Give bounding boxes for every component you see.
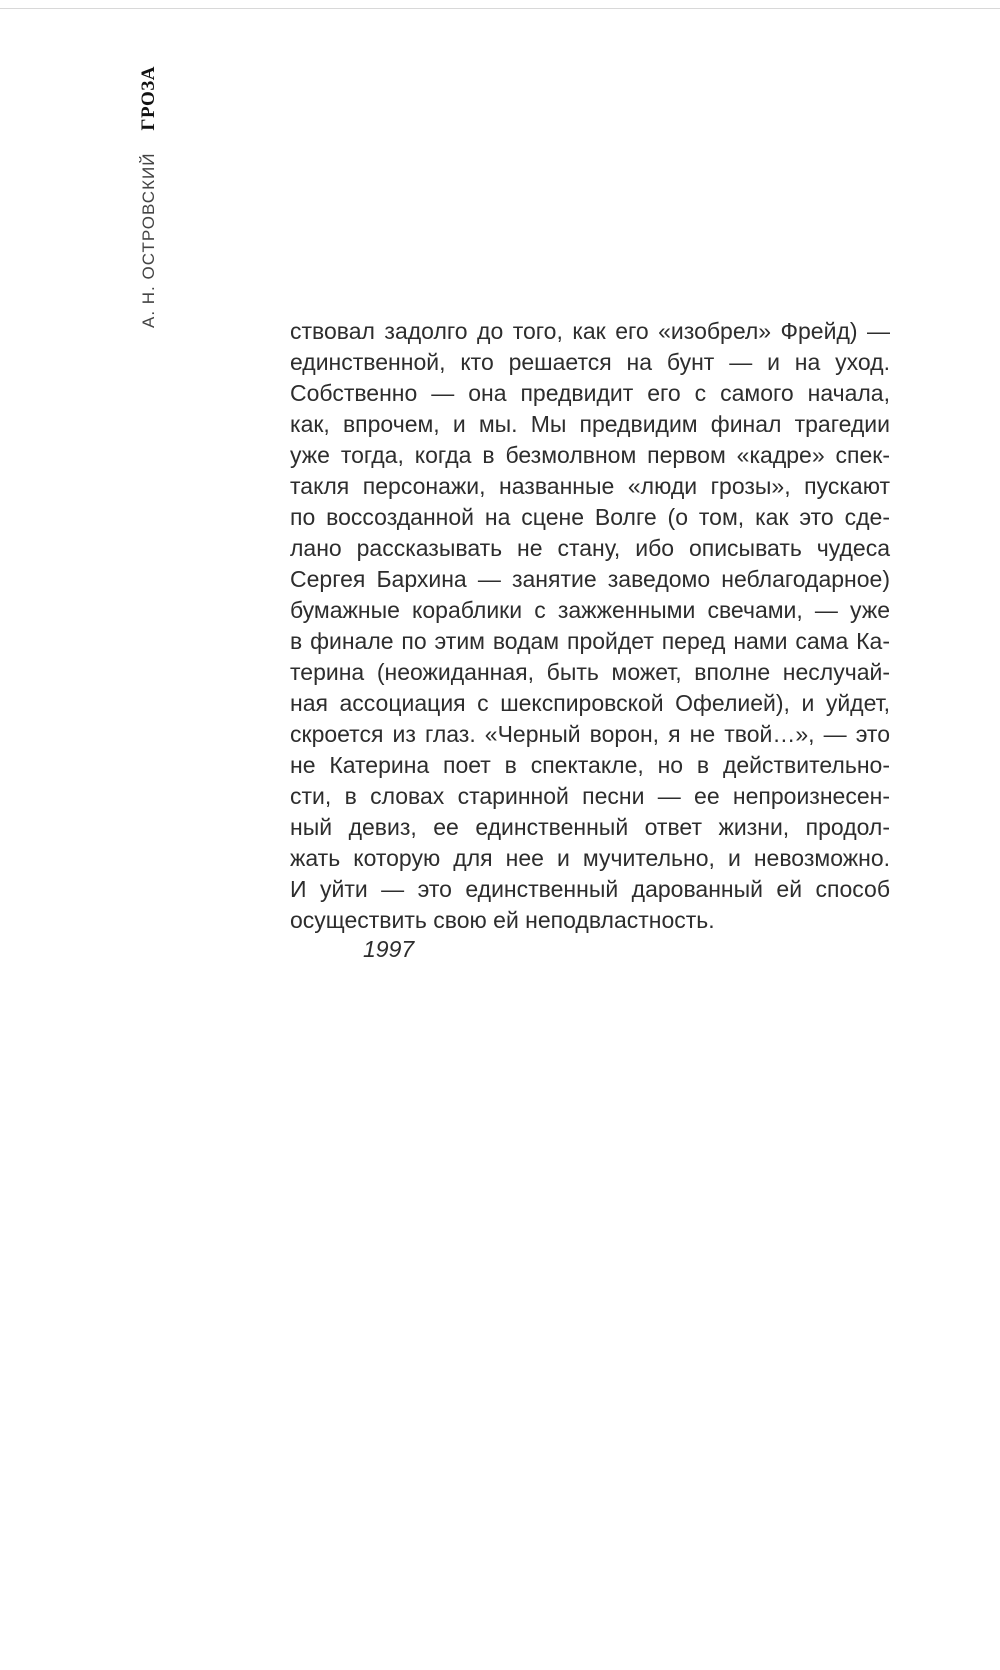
text-line: скроется из глаз. «Черный ворон, я не твой…», — это	[290, 721, 890, 747]
text-line: осуществить свою ей неподвластность.	[290, 907, 715, 933]
running-head-title: ГРОЗА	[138, 65, 159, 131]
text-line: по воссозданной на сцене Волге (о том, как это сде-	[290, 504, 890, 530]
top-rule	[0, 8, 1000, 9]
text-line: ствовал задолго до того, как его «изобрел» Фрейд) —	[290, 318, 890, 344]
text-line: Собственно — она предвидит его с самого начала,	[290, 380, 890, 406]
signature-year: 1997	[363, 936, 415, 962]
text-line: единственной, кто решается на бунт — и на уход.	[290, 349, 890, 375]
text-line: бумажные кораблики с зажженными свечами, — уже	[290, 597, 890, 623]
text-line: ная ассоциация с шекспировской Офелией), и уйдет,	[290, 690, 890, 716]
text-line: терина (неожиданная, быть может, вполне неслучай-	[290, 659, 890, 685]
running-head-author: А. Н. ОСТРОВСКИЙ	[139, 152, 158, 328]
text-line: в финале по этим водам пройдет перед нами сама Ка-	[290, 628, 890, 654]
text-line: Сергея Бархина — занятие заведомо неблагодарное)	[290, 566, 890, 592]
text-line: не Катерина поет в спектакле, но в действительно-	[290, 752, 890, 778]
text-line: сти, в словах старинной песни — ее непроизнесен-	[290, 783, 890, 809]
text-line: жать которую для нее и мучительно, и невозможно.	[290, 845, 890, 871]
text-line: как, впрочем, и мы. Мы предвидим финал трагедии	[290, 411, 890, 437]
text-line: ный девиз, ее единственный ответ жизни, продол-	[290, 814, 890, 840]
text-line: И уйти — это единственный дарованный ей способ	[290, 876, 890, 902]
text-line: такля персонажи, названные «люди грозы», пускают	[290, 473, 890, 499]
text-line: уже тогда, когда в безмолвном первом «кадре» спек-	[290, 442, 890, 468]
body-text	[290, 316, 890, 936]
running-head	[138, 66, 160, 328]
text-line: лано рассказывать не стану, ибо описывать чудеса	[290, 535, 890, 561]
